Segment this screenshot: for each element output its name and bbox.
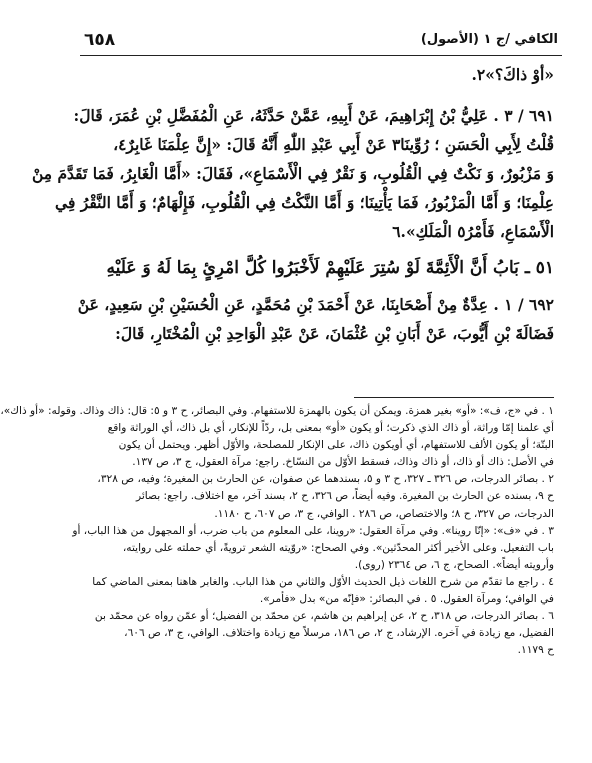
footnote-line: الدرجات، ص ٣٢٧، ح ٨؛ والاختصاص، ص ٢٨٦ . الوافي، ج ٣، ص ٦٠٧، ح ١١٨٠. xyxy=(214,507,554,520)
page-number: ٦٥٨ xyxy=(84,30,116,50)
running-title: الكافي /ج ١ (الأصول) xyxy=(420,32,558,47)
footnote-line: البتّة؛ أو يكون الألف للاستفهام، أي أويكون ذاك، على الإنكار للمصلحة، والأوّل أظهر. ويحتمل أن يكون xyxy=(118,439,554,452)
text-line: قُلْتُ لِأَبِي الْحَسَنِ ؛ رُوِّينَا٣ عَنْ أَبِي عَبْدِ اللّٰهِ أَنَّهُ قَالَ: «إِنَّ عِلْمَنَا غَابِرٌ٤، xyxy=(113,135,554,154)
footnote-line: ٢ . بصائر الدرجات، ص ٣٢٦ ـ ٣٢٧، ح ٣ و ٥، بسندهما عن صفوان، عن الحارث بن المغيرة؛ وفيه، ص ٣٢٨، xyxy=(97,473,554,486)
footnote-line: الفضيل، مع زيادة في آخره. الإرشاد، ج ٢، ص ١٨٦، مرسلاً مع زيادة واختلاف. الوافي، ج ٣، ص ٦٠٦، xyxy=(124,627,554,640)
page-header xyxy=(80,30,562,52)
main-text xyxy=(31,60,554,348)
footnote-line: باب التفعيل. وعلى الأخير أكثر المحدّثين». وفي الصحاح: «روّيته الشعر ترويةً، أي حملته على روايته، xyxy=(122,541,554,554)
footnote-line: ٦ . بصائر الدرجات، ص ٣١٨، ح ٢، عن إبراهيم بن هاشم، عن محمّد بن الفضيل؛ أو عمّن رواه عن محمّد بن xyxy=(94,610,554,623)
chapter-heading: ٥١ ـ بَابُ أَنَّ الْأَئِمَّةَ لَوْ سُتِرَ عَلَيْهِمْ لَأَخْبَرُوا كُلَّ امْرِئٍ بِمَا لَهُ وَ عَلَيْهِ xyxy=(106,258,554,278)
text-line: عِلْمِنَا؛ وَ أَمَّا الْمَزْبُورُ، فَمَا يَأْتِينَا؛ وَ أَمَّا النَّكْتُ فِي الْقُلُوبِ، فَإِلْهَامٌ؛ وَ أَمَّا النَّقْرُ فِي xyxy=(55,193,554,212)
footnote-line: ٣ . في «ف»: «إنّا روينا». وفي مرآة العقول: «روينا، على المعلوم من باب ضرب، أو المجهول من هذا الباب، أو xyxy=(72,524,554,537)
footnote-line: في الأصل: ذاك أو ذاك، أو ذاك وذاك، فسقط الأوّل من النسّاخ. راجع: مرآة العقول، ج ٣، ص ١٣٧. xyxy=(132,456,554,469)
footnote-line: في الوافي؛ ومرآة العقول. ٥ . في البصائر: «فإنّه من» بدل «فأمر». xyxy=(259,593,554,606)
footnote-line: ح ١١٧٩. xyxy=(517,644,554,657)
footnotes xyxy=(0,403,554,659)
hadith-691-line: ٦٩١ / ٣ . عَلِيُّ بْنُ إِبْرَاهِيمَ، عَنْ أَبِيهِ، عَمَّنْ حَدَّثَهُ، عَنِ الْمُفَضَّلِ بْنِ عُمَرَ، قَالَ: xyxy=(73,106,554,125)
paragraph-gap xyxy=(86,89,554,101)
footnote-line: أي علمنا إمّا وراثة، أو ذاك الذي ذكرت؛ أو يكون «أو» بمعنى بل، ردّاً للإنكار، أي بل ذاك، أي الوراثة واقع xyxy=(107,422,554,435)
footnote-rule xyxy=(354,397,554,398)
text-line: «أوْ ذاكَ؟»٢. xyxy=(471,65,554,84)
hadith-692-line: ٦٩٢ / ١ . عِدَّةٌ مِنْ أَصْحَابِنَا، عَنْ أَحْمَدَ بْنِ مُحَمَّدٍ، عَنِ الْحُسَيْنِ بْنِ سَعِيدٍ، عَنْ xyxy=(77,295,554,314)
header-rule xyxy=(80,55,562,56)
footnote-line: وأرويته أيضاً». الصحاح، ج ٦، ص ٢٣٦٤ (روى). xyxy=(354,558,554,571)
footnote-line: ١ . في «ج، ف»: «أو» بغير همزة. ويمكن أن يكون بالهمزة للاستفهام. وفي البصائر، ح ٣ و ٥: قال: ذاك وذاك. وقوله: «أو ذاك»، xyxy=(0,405,554,417)
footnote-line: ح ٩، بسنده عن الحارث بن المغيرة. وفيه أيضاً، ص ٣٢٦، ح ٢، بسند آخر، مع اختلاف. راجع: بصائر xyxy=(135,490,554,503)
text-line: فَضَالَةَ بْنِ أَيُّوبَ، عَنْ أَبَانِ بْنِ عُثْمَانَ، عَنْ عَبْدِ الْوَاحِدِ بْنِ الْمُخْتَارِ، قَالَ: xyxy=(115,324,554,343)
text-line: الْأَسْمَاعِ، فَأَمْرُ٥ الْمَلَكِ».٦ xyxy=(392,222,554,241)
text-line: وَ مَزْبُورٌ، وَ نَكْتٌ فِي الْقُلُوبِ، وَ نَقْرٌ فِي الْأَسْمَاعِ»، فَقَالَ: «أَمَّا الْغَابِرُ، فَمَا تَقَدَّمَ مِنْ xyxy=(31,164,554,183)
footnote-line: ٤ . راجع ما تقدّم من شرح اللغات ذيل الحديث الأوّل والثاني من هذا الباب. والغابر هاهنا بمعنى الماضي كما xyxy=(92,575,554,588)
